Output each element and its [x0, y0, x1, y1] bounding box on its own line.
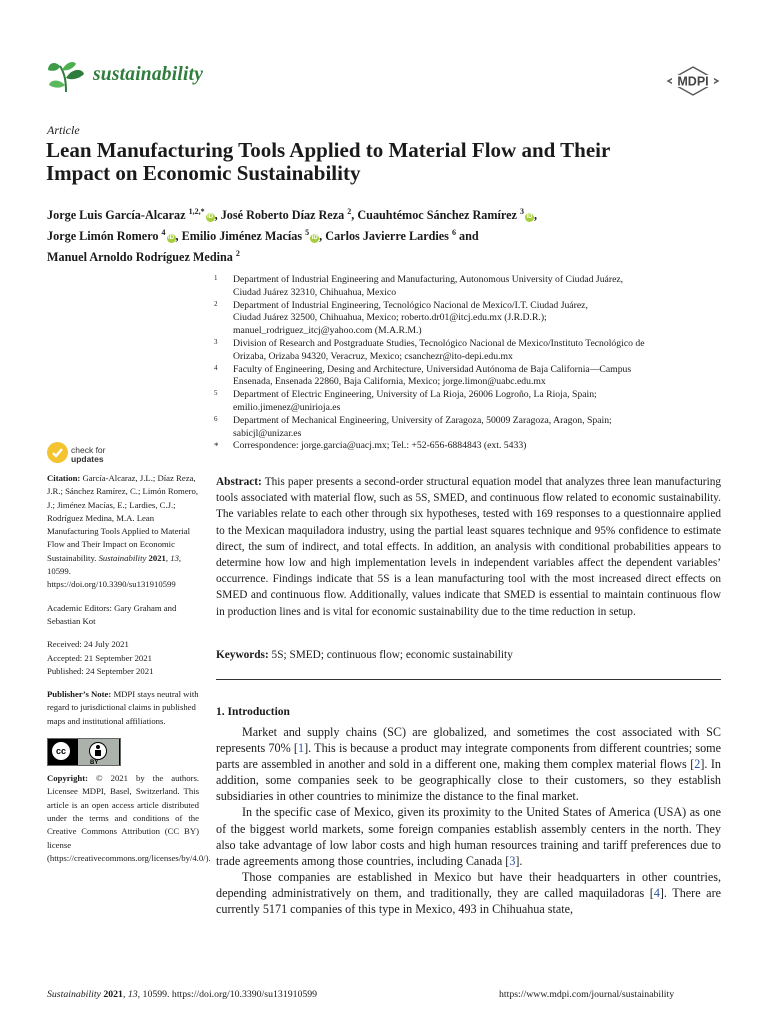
reference-link[interactable]: 3 [509, 853, 516, 868]
citation-year: 2021 [148, 552, 166, 563]
author-affil-sup: 2 [235, 249, 240, 259]
publisher-note [47, 688, 199, 728]
author-affil-sup: 6 [451, 228, 456, 238]
affiliation-list [214, 274, 724, 453]
mdpi-logo [666, 66, 720, 96]
publisher-note-text: MDPI stays neutral with regard to jurisdictional claims in published maps and institutional affiliations. [47, 689, 199, 726]
citation-text: García-Alcaraz, J.L.; Díaz Reza, J.R.; Sánchez Ramírez, C.; Limón Romero, J.; Jiménez Macías, E.; Lardies, C.J.; Rodríguez Medina, M.A. Lean Manufacturing Tools Applied to Material Flow and Their Impact on Economic Sustainability. [47, 473, 199, 563]
cc-by-license-icon[interactable] [47, 738, 121, 766]
affiliation-item [214, 389, 724, 415]
check-updates-line-2: updates [71, 454, 104, 464]
author-affil-sup: 4 [161, 228, 166, 238]
affiliation-item [214, 364, 724, 390]
affiliation-number: 6 [214, 414, 218, 423]
affiliation-number: 1 [214, 274, 218, 282]
abstract-text: This paper presents a second-order structural equation model that analyzes three lean manufacturing tools associated with material flow, such as 5S, SMED, and continuous flow related to economic sustainability. The variables relate to each other through six hypotheses, tested with 169 responses to a questionnaire applied to the Mexican maquiladora industry, using the partial least squares technique and 95% confidence to estimate direct, the sum of indirect, and total effects. In addition, an analysis with conditional probabilities appears to determine how low and high implementation levels in independent variables affect the dependent variables’ occurrence. Findings indicate that 5S is a lean manufacturing tool with the most increased direct effects on SMED and continuous flow. Additionally, values indicate that SMED is essential to maintain continuous flow in production lines and is vital for economic sustainability due to the time reduction in setup. [216, 476, 722, 618]
author-name: José Roberto Díaz Reza [220, 208, 345, 223]
copyright-block [47, 772, 211, 865]
affiliation-line: Department of Industrial Engineering, Tecnológico Nacional de Mexico/I.T. Ciudad Juárez, [233, 299, 588, 311]
correspondence-line: Correspondence: jorge.garcia@uacj.mx; Tel.: +52-656-6884843 (ext. 5433) [233, 440, 527, 452]
check-updates-line-1: check for [71, 445, 106, 455]
left-sidebar [47, 472, 211, 875]
author-affil-sup: 3 [519, 207, 524, 216]
reference-link[interactable]: 2 [694, 757, 701, 772]
affiliation-line: Ensenada, Ensenada 22860, Baja California, Mexico; jorge.limon@uabc.edu.mx [233, 376, 546, 388]
author-affil-sup: 2 [347, 207, 352, 216]
affiliation-line: Department of Mechanical Engineering, University of Zaragoza, 50009 Zaragoza, Aragon, Spain; [233, 414, 612, 426]
footer-doi[interactable]: , 10599. https://doi.org/10.3390/su131910599 [137, 989, 318, 1000]
journal-name: sustainability [93, 64, 204, 85]
affiliation-line: Division of Research and Postgraduate Studies, Tecnológico Nacional de Mexico/Instituto Tecnológico de [233, 337, 645, 349]
author-name: Manuel Arnoldo Rodríguez Medina [47, 250, 233, 265]
text-run: ]. [515, 853, 523, 868]
correspondence-symbol: * [214, 441, 219, 452]
academic-editors: Academic Editors: Gary Graham and Sebastian Kot [47, 602, 177, 626]
citation-doi[interactable]: , 10599. https://doi.org/10.3390/su131910599 [47, 552, 182, 590]
copyright-text: © 2021 by the authors. Licensee MDPI, Basel, Switzerland. This article is an open access article distributed under the terms and conditions of the Creative Commons Attribution (CC BY) license (https://creativecommons.org/licenses/by/4.0/). [47, 773, 211, 863]
footer-journal-url[interactable]: https://www.mdpi.com/journal/sustainability [499, 989, 675, 1000]
author-name: Carlos Javierre Lardies [325, 229, 449, 244]
orcid-icon[interactable]: iD [207, 214, 214, 221]
affiliation-item [214, 274, 724, 300]
affiliation-line: emilio.jimenez@unirioja.es [233, 401, 341, 413]
text-run: Those companies are established in Mexico but have their headquarters in other countries, depending administratively on them, and traditionally, they are called maquiladoras [ [216, 869, 721, 900]
keywords [216, 647, 721, 663]
orcid-icon[interactable]: iD [168, 235, 175, 242]
copyright-label: Copyright: [47, 773, 89, 784]
reference-link[interactable]: 4 [653, 885, 660, 900]
text-run: ]. There are currently 5171 companies of this type in Mexico, 493 in Chihuahua state, [216, 885, 721, 917]
affiliation-line: Ciudad Juárez 32500, Chihuahua, Mexico; roberto.dr01@itcj.edu.mx (J.R.D.R.); [233, 312, 547, 324]
paragraph [216, 869, 721, 917]
affiliation-number: 2 [214, 299, 218, 308]
footer-journal: Sustainability [47, 989, 101, 1000]
footer-year: 2021 [103, 989, 123, 1000]
affiliation-number: 5 [214, 389, 218, 398]
author-name: Jorge Luis García-Alcaraz [47, 208, 186, 223]
correspondence [214, 440, 724, 453]
citation-journal: Sustainability [98, 552, 147, 563]
title-line-1: Lean Manufacturing Tools Applied to Material Flow and Their [46, 138, 611, 162]
author-name: Cuauhtémoc Sánchez Ramírez [357, 208, 517, 223]
author-affil-sup: 5 [305, 228, 310, 238]
affiliation-line: Ciudad Juárez 32310, Chihuahua, Mexico [233, 286, 397, 298]
author-list: Jorge Luis García-Alcaraz $^{1,2,*}$iD , José Roberto Díaz Reza $^2$, Cuauhtémoc Sánchez Ramírez $^3$iD , Jorge Limón Romero $^4$iD , Emilio Jiménez Macías $^5$iD , Carlos Javierre Lardies $^6$ and Manuel Arnoldo Rodríguez Medina $^2$ [47, 207, 537, 265]
text-run: Market and supply chains (SC) are globalized, and sometimes the cost associated with SC represents 70% [ [216, 725, 721, 756]
orcid-icon[interactable]: iD [311, 235, 318, 242]
abstract-label: Abstract: [216, 476, 262, 488]
author-affil-sup: 1,2,* [188, 207, 205, 216]
cc-icon: cc [52, 742, 70, 760]
check-for-updates-button[interactable] [47, 442, 127, 468]
date-received: Received: 24 July 2021 [47, 639, 129, 650]
affiliation-number: 3 [214, 337, 218, 346]
article-type: Article [47, 123, 80, 137]
footer-citation: Sustainability 2021, 13, 10599. https://doi.org/10.3390/su131910599 [47, 989, 318, 1000]
author-name: Jorge Limón Romero [47, 229, 159, 244]
citation-volume: 13 [170, 552, 179, 563]
abstract [216, 474, 721, 620]
footer-volume: 13 [127, 989, 138, 1000]
by-label: BY [90, 760, 99, 767]
text-run: ]. This is because a product may integrate components from different countries; some parts are assembled in another and sold in a different one, making them complex material flows [ [216, 741, 721, 772]
affiliation-number: 4 [214, 363, 218, 372]
paragraph [216, 804, 721, 868]
text-run: In the specific case of Mexico, given its proximity to the United States of America (USA) as one of the biggest world markets, some foreign companies establish assembly centers in the north. They also take advantage of low labor costs and high human resources training and tariff preferences due to trade agreements among those countries, including Canada [ [216, 805, 721, 868]
text-run: ]. In addition, some companies seek to be geographically close to their customers, so they establish subsidiaries in other countries to minimize the distance to the final market. [216, 757, 721, 804]
orcid-icon[interactable]: iD [526, 214, 533, 221]
section-heading: 1. Introduction [216, 706, 290, 718]
keywords-text: 5S; SMED; continuous flow; economic sustainability [271, 649, 513, 661]
journal-leaf-logo [46, 58, 86, 94]
publisher-note-label: Publisher’s Note: [47, 689, 112, 700]
affiliation-line: Orizaba, Orizaba 94320, Veracruz, Mexico; csanchezr@ito-depi.edu.mx [233, 350, 513, 362]
affiliation-line: manuel_rodriguez_itcj@yahoo.com (M.A.R.M.) [233, 325, 422, 337]
dates-block [47, 638, 199, 678]
mdpi-logo-text: MDPI [677, 74, 709, 89]
citation-block: Citation: García-Alcaraz, J.L.; Díaz Reza, J.R.; Sánchez Ramírez, C.; Limón Romero, J.; Jiménez Macías, E.; Lardies, C.J.; Rodríguez Medina, M.A. Lean Manufacturing Tools Applied to Material Flow and Their Impact on Economic Sustainability. Sustainability 2021, 13, 10599. https://doi.org/10.3390/su131910599 [47, 473, 199, 590]
affiliation-item [214, 415, 724, 441]
affiliation-line: sabicjl@unizar.es [233, 427, 302, 439]
date-published: Published: 24 September 2021 [47, 665, 154, 676]
date-accepted: Accepted: 21 September 2021 [47, 652, 152, 663]
title-line-2: Impact on Economic Sustainability [46, 161, 361, 185]
citation-label: Citation: [47, 473, 81, 483]
author-name: Emilio Jiménez Macías [181, 229, 303, 244]
affiliation-item [214, 300, 724, 338]
introduction-body [216, 724, 721, 917]
paper-title [46, 139, 736, 185]
reference-link[interactable]: 1 [297, 741, 305, 756]
affiliation-line: Department of Industrial Engineering and Manufacturing, Autonomous University of Ciudad Juárez, [233, 274, 624, 285]
paragraph [216, 724, 721, 804]
check-updates-icon [47, 442, 68, 463]
affiliation-line: Faculty of Engineering, Desing and Architecture, Universidad Autónoma de Baja California—Campus [233, 363, 632, 375]
keywords-label: Keywords: [216, 649, 269, 661]
section-divider [216, 679, 721, 680]
affiliation-line: Department of Electric Engineering, University of La Rioja, 26006 Logroño, La Rioja, Spain; [233, 389, 597, 401]
affiliation-item [214, 338, 724, 364]
